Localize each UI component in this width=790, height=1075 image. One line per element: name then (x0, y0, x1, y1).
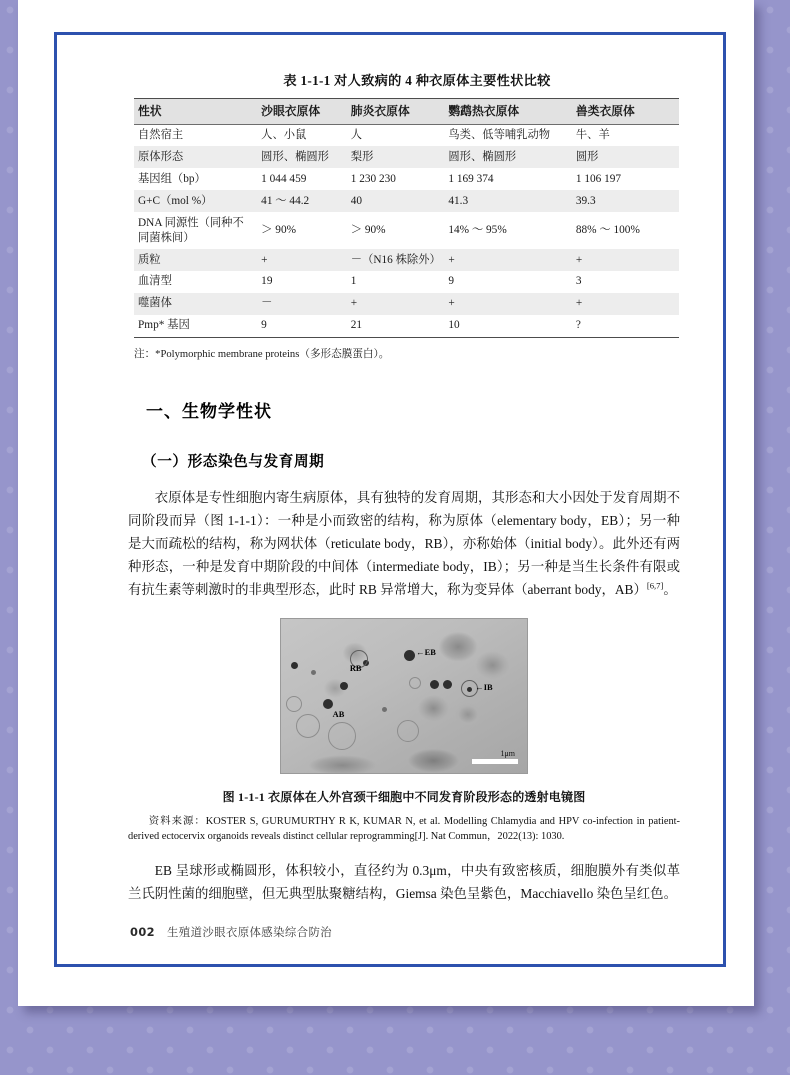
table-cell: + (257, 249, 347, 271)
table-cell: 10 (444, 315, 571, 337)
particle-mid (382, 707, 387, 712)
table-row (134, 293, 679, 315)
vesicle-ring (397, 720, 419, 742)
table-cell: 19 (257, 271, 347, 293)
table-row (134, 315, 679, 337)
vesicle-ring (296, 714, 320, 738)
table-cell: 鸟类、低等哺乳动物 (444, 124, 571, 146)
scale-bar (472, 759, 518, 764)
table-cell: 自然宿主 (134, 124, 257, 146)
table-cell: 21 (347, 315, 445, 337)
subsection-heading: （一）形态染色与发育周期 (142, 452, 325, 470)
table-row (134, 212, 679, 249)
table-cell: + (572, 293, 679, 315)
table-cell: 40 (347, 190, 445, 212)
table-cell: 血清型 (134, 271, 257, 293)
section-heading: 一、生物学性状 (146, 401, 272, 422)
table-cell: Pmp* 基因 (134, 315, 257, 337)
particle-dark (323, 699, 333, 709)
table-cell: 圆形 (572, 146, 679, 168)
table-row (134, 124, 679, 146)
paragraph-morphology (128, 486, 680, 601)
table-cell: ? (572, 315, 679, 337)
footer-page-number: 002 (130, 925, 155, 939)
table-header-cell: 鹦鹉热衣原体 (444, 99, 571, 125)
paragraph-eb-description: EB 呈球形或椭圆形，体积较小，直径约为 0.3μm，中央有致密核质，细胞膜外有类似革兰氏阴性菌的细胞壁，但无典型肽聚糖结构，Giemsa 染色呈紫色，Macchiavello 染色呈红色。 (128, 863, 680, 902)
table-row (134, 249, 679, 271)
label-eb: ←EB (416, 647, 436, 657)
figure-caption: 图 1-1-1 衣原体在人外宫颈干细胞中不同发育阶段形态的透射电镜图 (222, 789, 586, 804)
table-cell: G+C（mol %） (134, 190, 257, 212)
table-cell: 14% ～ 95% (444, 212, 571, 249)
paragraph-text-tail: 。 (663, 581, 677, 597)
table-cell: 原体形态 (134, 146, 257, 168)
particle-mid (311, 670, 316, 675)
table-cell: －（N16 株除外） (347, 249, 445, 271)
table-header-cell: 性状 (134, 99, 257, 125)
particle-dark (443, 680, 452, 689)
table-cell: + (572, 249, 679, 271)
table-cell: 1 169 374 (444, 168, 571, 190)
paper-page (18, 0, 754, 1006)
table-header-cell: 兽类衣原体 (572, 99, 679, 125)
table-cell: 圆形、椭圆形 (444, 146, 571, 168)
particle-dark (291, 662, 298, 669)
figure-block (128, 618, 680, 805)
table-cell: 1 106 197 (572, 168, 679, 190)
table-cell: 人 (347, 124, 445, 146)
table-cell: 1 044 459 (257, 168, 347, 190)
table-cell: 88% ～ 100% (572, 212, 679, 249)
particle-dark (430, 680, 439, 689)
table-cell: ＞ 90% (257, 212, 347, 249)
table-cell: 圆形、椭圆形 (257, 146, 347, 168)
table-row (134, 271, 679, 293)
table-cell: 1 230 230 (347, 168, 445, 190)
table-cell: 41.3 (444, 190, 571, 212)
table-block (128, 70, 698, 361)
vesicle-ring (409, 677, 421, 689)
vesicle-ring (286, 696, 302, 712)
table-cell: ＞ 90% (347, 212, 445, 249)
particle-eb (404, 650, 415, 661)
table-cell: 基因组（bp） (134, 168, 257, 190)
table-cell: 3 (572, 271, 679, 293)
table-cell: 1 (347, 271, 445, 293)
figure-source-citation: 资料来源：KOSTER S, GURUMURTHY R K, KUMAR N, et al. Modelling Chlamydia and HPV co-infection in patient-derived ectocervix organoids reveals distinct cellular reprogramming[J]. Nat Commun，2022(13): 1030. (128, 815, 680, 843)
table-row (134, 190, 679, 212)
chlamydia-comparison-table (134, 98, 679, 338)
label-ib: ←IB (475, 683, 493, 693)
page-content (128, 70, 698, 905)
table-row (134, 146, 679, 168)
particle-dark (340, 682, 348, 690)
tem-micrograph-image (280, 618, 528, 774)
label-rb: RB (349, 664, 362, 674)
table-cell: + (444, 249, 571, 271)
table-cell: 人、小鼠 (257, 124, 347, 146)
table-cell: 41 ～ 44.2 (257, 190, 347, 212)
reference-superscript: [6,7] (646, 580, 664, 591)
page-footer (130, 924, 332, 940)
label-ab: AB (332, 710, 345, 720)
table-cell: 9 (257, 315, 347, 337)
table-header-cell: 肺炎衣原体 (347, 99, 445, 125)
table-cell: + (347, 293, 445, 315)
table-cell: 9 (444, 271, 571, 293)
vesicle-ring-ab (328, 722, 356, 750)
table-row (134, 168, 679, 190)
table-cell: DNA 同源性（同种不同菌株间） (134, 212, 257, 249)
table-title: 表 1-1-1 对人致病的 4 种衣原体主要性状比较 (283, 73, 551, 88)
table-cell: 噬菌体 (134, 293, 257, 315)
table-header-row (134, 99, 679, 125)
table-cell: 39.3 (572, 190, 679, 212)
paragraph-text: 衣原体是专性细胞内寄生病原体，具有独特的发育周期，其形态和大小因处于发育周期不同阶段而异（图 1-1-1）：一种是小而致密的结构，称为原体（elementary body，EB）；另一种是大而疏松的结构，称为网状体（reticulate body，RB），亦称始体（initial body）。此外还有两种形态，一种是发育中期阶段的中间体（intermediate body，IB）；另一种是当生长条件有限或有抗生素等刺激时的非典型形态，此时 RB 异常增大，称为变异体（aberrant body，AB） (128, 489, 680, 597)
table-cell: － (257, 293, 347, 315)
table-header-cell: 沙眼衣原体 (257, 99, 347, 125)
table-cell: + (444, 293, 571, 315)
table-cell: 梨形 (347, 146, 445, 168)
table-cell: 牛、羊 (572, 124, 679, 146)
scale-bar-label: 1μm (500, 748, 515, 758)
table-cell: 质粒 (134, 249, 257, 271)
table-footnote: 注：*Polymorphic membrane proteins（多形态膜蛋白）。 (134, 348, 390, 360)
footer-book-title: 生殖道沙眼衣原体感染综合防治 (166, 925, 333, 939)
